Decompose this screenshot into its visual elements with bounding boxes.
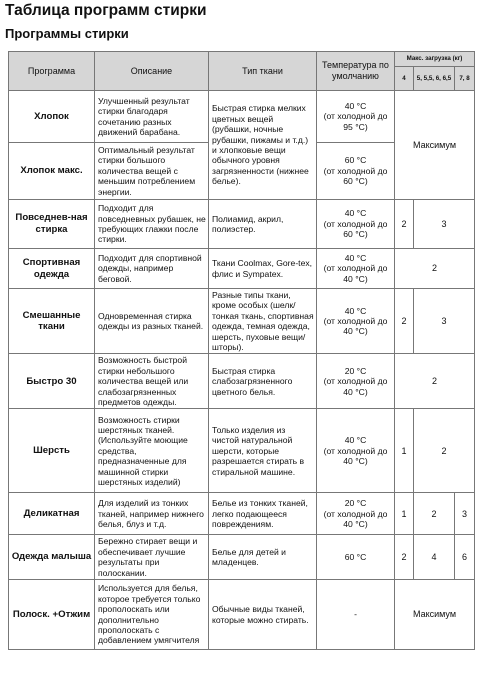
program-name: Быстро 30 [9, 354, 95, 409]
program-fabric: Быстрая стирка мелких цветных вещей (рубашки, ночные рубашки, пижамы и т.д.) и хлопковые вещи обычного уровня загрязненности (нижнее белье). [209, 91, 317, 200]
temperature-value: 40 °C [344, 305, 367, 316]
load-7-8kg: 3 [455, 493, 475, 535]
load-4kg: 2 [395, 535, 414, 580]
section-title: Программы стирки [5, 26, 129, 41]
program-temperature [317, 143, 395, 200]
load-4kg: 1 [395, 493, 414, 535]
table-row [9, 289, 475, 354]
program-name: Хлопок макс. [9, 143, 95, 200]
program-description: Возможность стирки шерстяных тканей. (Используйте моющие средства, предназначенные для машинной стирки шерстяных изделий) [95, 409, 209, 493]
header-load-5-6: 5, 5,5, 6, 6,5 [414, 67, 455, 91]
header-temperature: Температура по умолчанию [317, 52, 395, 91]
program-temperature [317, 354, 395, 409]
header-max-load: Макс. загрузка (кг) [395, 52, 475, 67]
temperature-value: 60 °C [344, 155, 367, 166]
temperature-range: (от холодной до 40 °C) [323, 376, 388, 397]
program-temperature [317, 535, 395, 580]
header-description: Описание [95, 52, 209, 91]
table-row [9, 91, 475, 143]
program-fabric: Ткани Coolmax, Gore-tex, флис и Sympatex. [209, 249, 317, 289]
table-row [9, 535, 475, 580]
temperature-value: 40 °C [344, 252, 367, 263]
program-name: Повседнев-ная стирка [9, 200, 95, 249]
program-name: Деликатная [9, 493, 95, 535]
table-row [9, 249, 475, 289]
load-4kg: 2 [395, 289, 414, 354]
load-4kg: 1 [395, 409, 414, 493]
program-fabric: Белье для детей и младенцев. [209, 535, 317, 580]
program-temperature [317, 200, 395, 249]
temperature-range: (от холодной до 40 °C) [323, 445, 388, 467]
program-fabric: Быстрая стирка слабозагрязненного цветного белья. [209, 354, 317, 409]
load-all-models: Максимум [395, 580, 475, 650]
temperature-value: - [354, 609, 357, 620]
program-temperature [317, 409, 395, 493]
temperature-value: 40 °C [344, 208, 367, 219]
program-description: Бережно стирает вещи и обеспечивает лучшие результаты при полоскании. [95, 535, 209, 580]
table-row [9, 409, 475, 493]
temperature-range: (от холодной до 60 °C) [323, 218, 388, 240]
header-fabric: Тип ткани [209, 52, 317, 91]
load-5-8kg: 3 [414, 200, 475, 249]
load-7-8kg: 6 [455, 535, 475, 580]
program-temperature [317, 289, 395, 354]
page-title: Таблица программ стирки [5, 2, 207, 19]
program-description: Подходит для спортивной одежды, например беговой. [95, 249, 209, 289]
table-row [9, 580, 475, 650]
table-row [9, 493, 475, 535]
load-5-8kg: 3 [414, 289, 475, 354]
program-name: Одежда малыша [9, 535, 95, 580]
program-name: Шерсть [9, 409, 95, 493]
program-fabric: Только изделия из чистой натуральной шерсти, которые разрешается стирать в стиральной машине. [209, 409, 317, 493]
program-temperature [317, 91, 395, 143]
program-description: Улучшенный результат стирки благодаря сочетанию разных движений барабана. [95, 91, 209, 143]
program-description: Одновременная стирка одежды из разных тканей. [95, 289, 209, 354]
temperature-value: 20 °C [344, 498, 367, 509]
program-description: Используется для белья, которое требуется только прополоскать или дополнительно прополоскать с добавлением умягчителя [95, 580, 209, 650]
temperature-range: (от холодной до 95 °C) [323, 111, 388, 132]
temperature-value: 60 °C [344, 552, 367, 563]
header-load-4: 4 [395, 67, 414, 91]
program-temperature [317, 249, 395, 289]
temperature-range: (от холодной до 40 °C) [323, 316, 388, 337]
temperature-range: (от холодной до 40 °C) [323, 508, 388, 530]
load-5-6-5kg: 2 [414, 493, 455, 535]
program-description: Оптимальный результат стирки большого количества вещей с меньшим потреблением энергии. [95, 143, 209, 200]
program-fabric: Разные типы ткани, кроме особых (шелк/тонкая ткань, спортивная одежда, темная одежда, шерсть, пуховые вещи/шторы). [209, 289, 317, 354]
table-row [9, 354, 475, 409]
program-temperature [317, 580, 395, 650]
temperature-range: (от холодной до 60 °C) [323, 165, 388, 187]
program-temperature [317, 493, 395, 535]
program-description: Для изделий из тонких тканей, например нижнего белья, блуз и т.д. [95, 493, 209, 535]
load-all-models: Максимум [395, 91, 475, 200]
program-fabric: Обычные виды тканей, которые можно стирать. [209, 580, 317, 650]
load-4kg: 2 [395, 200, 414, 249]
load-all-models: 2 [395, 354, 475, 409]
header-load-7-8: 7, 8 [455, 67, 475, 91]
temperature-value: 20 °C [344, 365, 367, 376]
program-name: Полоск. +Отжим [9, 580, 95, 650]
load-5-6-5kg: 4 [414, 535, 455, 580]
header-program: Программа [9, 52, 95, 91]
table-row [9, 200, 475, 249]
program-fabric: Белье из тонких тканей, легко подающееся повреждениям. [209, 493, 317, 535]
program-description: Возможность быстрой стирки небольшого количества вещей или слабозагрязненных предметов одежды. [95, 354, 209, 409]
load-all-models: 2 [395, 249, 475, 289]
program-fabric: Полиамид, акрил, полиэстер. [209, 200, 317, 249]
program-name: Смешанные ткани [9, 289, 95, 354]
temperature-value: 40 °C [344, 100, 367, 111]
program-name: Хлопок [9, 91, 95, 143]
load-5-8kg: 2 [414, 409, 475, 493]
program-name: Спортивная одежда [9, 249, 95, 289]
temperature-value: 40 °C [344, 435, 367, 446]
wash-programs-table [8, 51, 475, 650]
temperature-range: (от холодной до 40 °C) [323, 263, 388, 284]
program-description: Подходит для повседневных рубашек, не требующих глажки после стирки. [95, 200, 209, 249]
